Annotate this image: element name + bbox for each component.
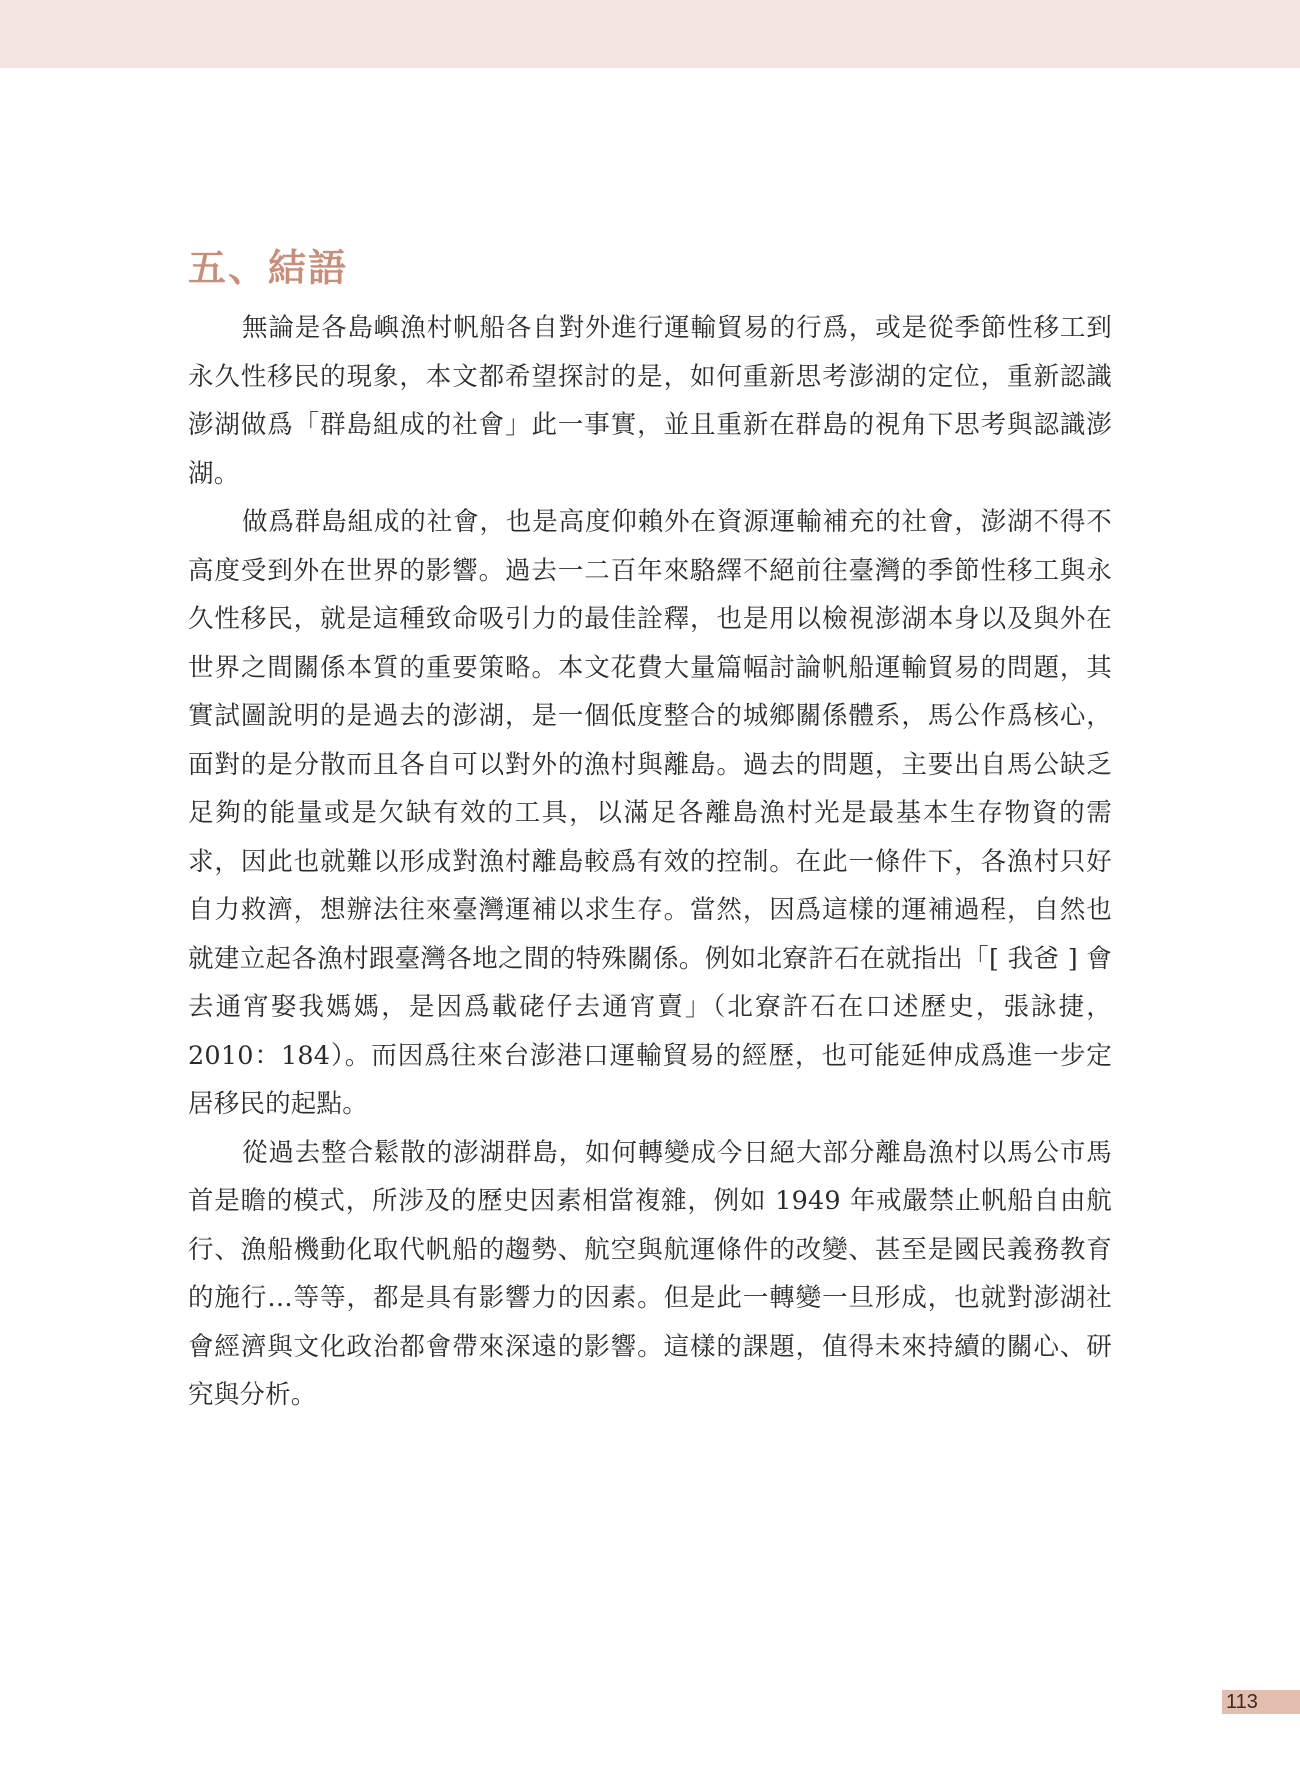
section-title: 五、結語 xyxy=(188,246,349,290)
header-band xyxy=(0,0,1300,68)
paragraph-2: 做爲群島組成的社會，也是高度仰賴外在資源運輸補充的社會，澎湖不得不高度受到外在世界的影響。過去一二百年來駱繹不絕前往臺灣的季節性移工與永久性移民，就是這種致命吸引力的最佳詮釋，也是用以檢視澎湖本身以及與外在世界之間關係本質的重要策略。本文花費大量篇幅討論帆船運輸貿易的問題，其實試圖說明的是過去的澎湖，是一個低度整合的城鄉關係體系，馬公作爲核心，面對的是分散而且各自可以對外的漁村與離島。過去的問題，主要出自馬公缺乏足夠的能量或是欠缺有效的工具，以滿足各離島漁村光是最基本生存物資的需求，因此也就難以形成對漁村離島較爲有效的控制。在此一條件下，各漁村只好自力救濟，想辦法往來臺灣運補以求生存。當然，因爲這樣的運補過程，自然也就建立起各漁村跟臺灣各地之間的特殊關係。例如北寮許石在就指出「[ 我爸 ] 會去通宵娶我媽媽，是因爲載硓仔去通宵賣」（北寮許石在口述歷史，張詠捷，2010：184）。而因爲往來台澎港口運輸貿易的經歷，也可能延伸成爲進一步定居移民的起點。 xyxy=(188,507,1112,1119)
paragraph-3: 從過去整合鬆散的澎湖群島，如何轉變成今日絕大部分離島漁村以馬公市馬首是瞻的模式，所涉及的歷史因素相當複雜，例如 1949 年戒嚴禁止帆船自由航行、漁船機動化取代帆船的趨勢、航空與航運條件的改變、甚至是國民義務教育的施行…等等，都是具有影響力的因素。但是此一轉變一旦形成，也就對澎湖社會經濟與文化政治都會帶來深遠的影響。這樣的課題，值得未來持續的關心、研究與分析。 xyxy=(188,1137,1112,1410)
page-number: 113 xyxy=(1222,1690,1300,1714)
main-content xyxy=(188,238,1112,1420)
paragraph-1: 無論是各島嶼漁村帆船各自對外進行運輸貿易的行爲，或是從季節性移工到永久性移民的現象，本文都希望探討的是，如何重新思考澎湖的定位，重新認識澎湖做爲「群島組成的社會」此一事實，並且重新在群島的視角下思考與認識澎湖。 xyxy=(188,313,1112,489)
